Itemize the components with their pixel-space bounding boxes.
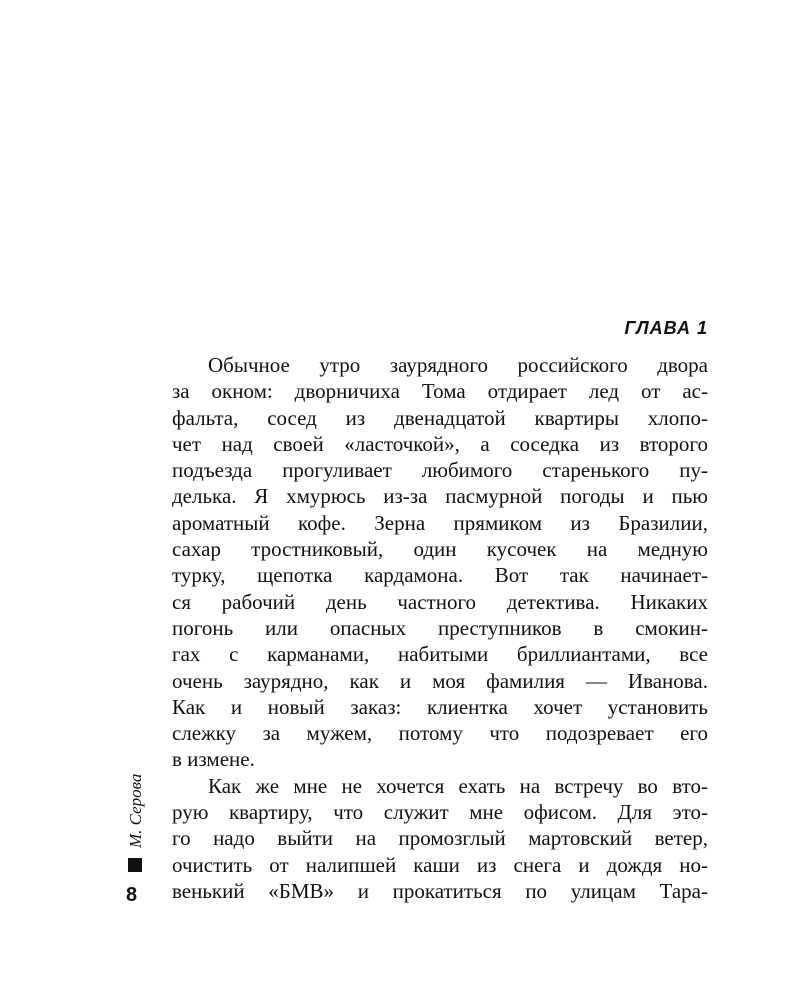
page-marker-square bbox=[128, 858, 142, 872]
text-line: погонь или опасных преступников в смокин- bbox=[172, 615, 708, 640]
chapter-heading: ГЛАВА 1 bbox=[624, 318, 708, 338]
author-name: М. Серова bbox=[126, 773, 145, 848]
text-line: ароматный кофе. Зерна прямиком из Бразилии, bbox=[172, 510, 708, 535]
text-line: ся рабочий день частного детектива. Никаких bbox=[172, 589, 708, 614]
text-line: за окном: дворничиха Тома отдирает лед от ас- bbox=[172, 379, 708, 404]
text-line: сахар тростниковый, один кусочек на медную bbox=[172, 537, 708, 562]
text-line: рую квартиру, что служит мне офисом. Для это- bbox=[172, 800, 708, 825]
text-line: фальта, сосед из двенадцатой квартиры хлопо- bbox=[172, 405, 708, 430]
text-line: го надо выйти на промозглый мартовский ветер, bbox=[172, 826, 708, 851]
paragraph-1 bbox=[172, 352, 708, 904]
text-line: очистить от налипшей каши из снега и дождя но- bbox=[172, 852, 708, 877]
text-line: чет над своей «ласточкой», а соседка из второго bbox=[172, 431, 708, 456]
text-line: гах с карманами, набитыми бриллиантами, все bbox=[172, 642, 708, 667]
text-line: Как и новый заказ: клиентка хочет установить bbox=[172, 694, 708, 719]
text-line: слежку за мужем, потому что подозревает его bbox=[172, 721, 708, 746]
text-line: турку, щепотка кардамона. Вот так начинает- bbox=[172, 563, 708, 588]
text-line: в измене. bbox=[172, 747, 255, 772]
text-line: подъезда прогуливает любимого старенького пу- bbox=[172, 458, 708, 483]
text-line: Как же мне не хочется ехать на встречу во вто- bbox=[208, 773, 708, 798]
text-line: Обычное утро заурядного российского двора bbox=[208, 353, 708, 377]
page-number: 8 bbox=[126, 884, 138, 906]
text-line: делька. Я хмурюсь из-за пасмурной погоды и пью bbox=[172, 484, 708, 509]
text-line: очень заурядно, как и моя фамилия — Иванова. bbox=[172, 668, 708, 693]
text-line: венький «БМВ» и прокатиться по улицам Тара- bbox=[172, 878, 708, 903]
